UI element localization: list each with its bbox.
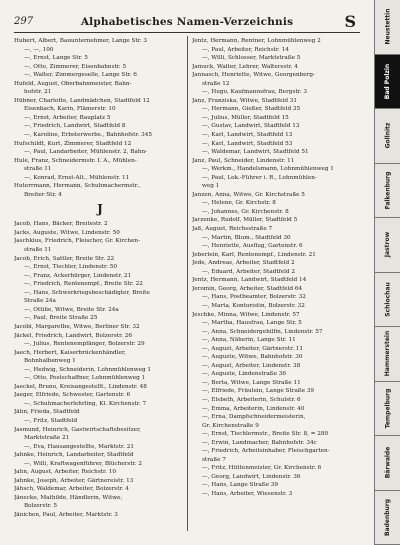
directory-entry: —, Auguste, Lindenstraße 36 — [202, 371, 287, 378]
directory-entry: Janz, Franziska, Witwe, Stadtfeld 31 — [192, 97, 298, 104]
directory-entry: Gr. Kirchenstraße 9 — [202, 422, 259, 429]
directory-entry: —, Franz, Ackerbürger, Lindenstr. 21 — [24, 272, 132, 279]
directory-entry: —, Waldemar, Landwirt, Stadtfeld 51 — [202, 149, 309, 156]
directory-entry: weg 1 — [202, 183, 220, 190]
directory-entry: Jahn, August, Arbeiter, Reichstr. 10 — [14, 469, 116, 476]
directory-entry: —, Karoline, Erbsterwerbs., Bahnhofstr. 345 — [24, 132, 152, 139]
directory-entry: —, Ernst, Tischler, Lindenstr. 50 — [24, 264, 118, 271]
side-tab[interactable] — [375, 109, 400, 164]
directory-entry: —, Karl, Landwirt, Stadtfeld 53 — [202, 140, 293, 147]
directory-entry: —, Erna, Dampfschneidermeisterin, — [202, 414, 306, 421]
directory-entry: —, Willi, Kraftwagenführer, Blücherstr. 2 — [24, 460, 142, 467]
directory-entry: —, August, Arbeiter, Lindenstr. 38 — [202, 362, 301, 369]
directory-entry: Hubert, Albert, Bauunternehmer, Lange Str. 3 — [14, 38, 148, 44]
directory-entry: —, Friedrich, Landwirt, Stadtfeld 8 — [24, 123, 126, 130]
directory-entry: Jeromin, Georg, Arbeiter, Stadtfeld 64 — [192, 285, 303, 292]
directory-entry: —, Ernst, Lange Str. 5 — [24, 55, 88, 62]
directory-entry: —, Hedwig, Schneiderin, Lohnmühlenweg 1 — [24, 366, 152, 373]
directory-entry: Jentz, Hermann, Landwirt, Stadtfeld 14 — [192, 277, 307, 284]
side-tab-label: Schlochau — [384, 282, 392, 317]
directory-entry: —, Werkm., Handelsmann, Lohnmühlenweg 1 — [202, 166, 334, 173]
directory-entry: Jaeger, Elfriede, Schwester, Gartenstr. 6 — [14, 392, 131, 399]
left-column — [14, 37, 186, 520]
directory-entry: Jänichen, Paul, Arbeiter, Marktstr. 3 — [14, 511, 118, 518]
directory-entry: —, Friedrich, Rentenempf., Breite Str. 22 — [24, 281, 143, 288]
directory-entry: —, Fritz, Hüttenmeister, Gr. Kirchenstr. 6 — [202, 465, 322, 472]
side-tab-label: Bad Polzin — [384, 63, 392, 99]
directory-entry: —, Konrad, Ernst-Alt., Mühlenstr. 11 — [24, 174, 130, 181]
directory-entry: Hufschildt, Kurt, Zimmerer, Stadtfeld 12 — [14, 140, 132, 147]
directory-entry: —, Walter, Zimmergeselle, Lange Str. 6 — [24, 72, 137, 79]
side-tab[interactable] — [375, 491, 400, 545]
directory-entry: —, Martha, Hausfrau, Lange Str. 5 — [202, 320, 302, 327]
side-tab-label: Badenburg — [384, 498, 392, 536]
directory-entry: —, Friedrich, Arbeitsinhaber, Fleischgarten- — [202, 448, 330, 455]
directory-entry: Jasmund, Heinrich, Gastwirtschaftsbesitzer, — [14, 426, 141, 433]
side-tab-label: Hammerstein — [384, 331, 392, 377]
side-tab[interactable] — [375, 55, 400, 110]
directory-entry: —, Paul, Arbeiter, Reichstr. 14 — [202, 46, 289, 53]
side-tab[interactable] — [375, 218, 400, 273]
directory-entry: Jahnke, Heinrich, Landarbeiter, Stadtfeld — [14, 452, 134, 459]
directory-entry: Bohnhalbenweg 1 — [24, 358, 76, 365]
directory-entry: —, —, 100 — [24, 46, 54, 53]
directory-entry: —, Eduard, Arbeiter, Stadtfeld 2 — [202, 268, 295, 275]
directory-entry: —, Julius, Müller, Stadtfeld 15 — [202, 114, 289, 121]
directory-entry: Straße 24a — [24, 298, 56, 305]
directory-entry: —, Emma, Arbeiterin, Lindenstr. 40 — [202, 405, 305, 412]
right-column — [192, 37, 364, 499]
side-tab[interactable] — [375, 382, 400, 437]
directory-entry: —, Berta, Witwe, Lange Straße 11 — [202, 379, 301, 386]
side-tab-index — [374, 0, 400, 545]
directory-entry: —, Otto, Zimmerer, Eisenbahnstr. 5 — [24, 63, 127, 70]
directory-entry: —, Schuhmacherlehrling, Kl. Kirchenstr. 7 — [24, 400, 147, 407]
directory-entry: Jaeckel, Bruno, Kreisangestellt., Lindenstr. 48 — [14, 383, 147, 390]
column-divider — [187, 36, 188, 531]
directory-entry: —, Otto, Postschaffner, Lohnmühlenweg 1 — [24, 375, 146, 382]
directory-entry: Jeschke, Minna, Witwe, Lindenstr. 57 — [192, 311, 300, 318]
directory-entry: Jede, Andreas, Arbeiter, Stadtfeld 2 — [192, 260, 295, 267]
directory-entry: Jähn, Frieda, Stadtfeld — [14, 409, 80, 416]
directory-entry: straße 11 — [24, 247, 52, 254]
directory-entry: —, Eva, Hausangestellte, Marktstr. 21 — [24, 443, 134, 450]
side-tab-label: Gollnitz — [384, 122, 392, 149]
directory-entry: straße 7 — [202, 456, 226, 463]
directory-entry: —, Marta, Kontoristin, Bolzerstr. 32 — [202, 302, 305, 309]
directory-entry: —, Johannes, Gr. Kirchenstr. 8 — [202, 208, 289, 215]
directory-entry: —, Hans, Schwerkriegsbeschädigter, Breite — [24, 289, 150, 296]
directory-entry: Eisenbach, Karin, Flämerstr. 10 — [24, 106, 116, 113]
directory-entry: —, Karl, Landwirt, Stadtfeld 13 — [202, 132, 293, 139]
directory-entry: Jeberlein, Karl, Rentenempf., Lindenstr. 21 — [192, 251, 316, 258]
directory-entry: Bolzerstr. 5 — [24, 503, 58, 510]
directory-entry: —, Helene, Gr. Kirchstr. 8 — [202, 200, 276, 207]
directory-entry: Jahnke, Joseph, Arbeiter, Gärtnereistr. 13 — [14, 477, 134, 484]
side-tab-label: Jastrow — [384, 232, 392, 258]
directory-entry: —, Elsbeth, Arbeiterin, Schulstr. 6 — [202, 396, 301, 403]
directory-entry: —, Fritz, Stadtfeld — [24, 417, 78, 424]
directory-entry: Hufeld, August, Oberbahnmeister, Bahn- — [14, 80, 132, 87]
directory-entry: Jäckel, Friedrich, Landwirt, Bolzerstr. 26 — [14, 332, 133, 339]
directory-entry: Jacob, Hans, Bäcker, Breitestr. 2 — [14, 221, 108, 228]
directory-entry: Jaschkius, Friedrich, Fleischer, Gr. Kirchen- — [14, 238, 141, 245]
side-tab-label: Neustettin — [384, 8, 392, 45]
side-tab[interactable] — [375, 0, 400, 55]
directory-entry: —, Hermann, Gießer, Stadtfeld 35 — [202, 106, 301, 113]
directory-entry: —, August, Arbeiter, Gärtnerstr. 11 — [202, 345, 304, 352]
directory-entry: —, Paul, Breite Straße 25 — [24, 315, 98, 322]
directory-entry: —, Hans, Postbeamter, Bolzerstr. 32 — [202, 294, 306, 301]
directory-entry: Jacob, Erich, Sattler, Breite Str. 22 — [14, 255, 115, 262]
directory-entry: straße 11 — [24, 166, 52, 173]
directory-entry: —, Martin, Blum., Stadtfeld 30 — [202, 234, 291, 241]
directory-entry: Jaß, August, Reichsstraße 7 — [192, 226, 273, 233]
side-tab[interactable] — [375, 273, 400, 328]
directory-entry: —, Hans, Arbeiter, Wiesenstr. 3 — [202, 490, 293, 497]
directory-entry: Breiter Str. 4 — [24, 191, 62, 198]
page-header — [14, 12, 360, 33]
directory-entry: —, Anna, Schneidergehilfin, Lindenstr. 57 — [202, 328, 323, 335]
directory-entry: Marktstraße 21 — [24, 435, 70, 442]
directory-entry: —, Ottilie, Witwe, Breite Str. 24a — [24, 306, 119, 313]
directory-entry: —, Hugo, Kaufmannsfrau, Bergstr. 3 — [202, 89, 307, 96]
directory-entry: —, Willi, Schlosser, Marktstraße 5 — [202, 55, 301, 62]
directory-entry: —, Elfriede, Fräulein, Lange Straße 39 — [202, 388, 315, 395]
directory-entry: Jamuck, Walter, Lehrer, Waltersstr. 4 — [192, 63, 298, 70]
directory-entry: —, Gustav, Landwirt, Stadtfeld 13 — [202, 123, 300, 130]
side-tab[interactable] — [375, 164, 400, 219]
side-tab[interactable] — [375, 327, 400, 382]
directory-entry: hofstr. 21 — [24, 89, 52, 96]
directory-entry: Jaech, Herbert, Kaiserbrückenhändler, — [14, 349, 126, 356]
directory-entry: Jacks, Auguste, Witwe, Lindenstr. 50 — [14, 229, 120, 236]
directory-entry: —, Hans, Lange Straße 39 — [202, 482, 278, 489]
directory-entry: straße 12 — [202, 80, 230, 87]
directory-entry: —, Henriette, Ausflug, Gartenstr. 6 — [202, 243, 303, 250]
page-number: 297 — [14, 16, 34, 27]
directory-entry: —, Ernst, Arbeiter, Bauplatz 5 — [24, 114, 111, 121]
directory-entry: —, Georg, Landwirt, Lindenstr. 36 — [202, 473, 301, 480]
directory-entry: Jarzenke, Rudolf, Müller, Stadtfeld 5 — [192, 217, 298, 224]
section-letter: S — [344, 12, 356, 31]
directory-entry: Hule, Franz, Schneidermstr. I. A., Mühlen- — [14, 157, 137, 164]
page-title: Alphabetisches Namen-Verzeichnis — [80, 16, 294, 28]
directory-entry: —, Julius, Rentenempfänger, Bolzerstr. 29 — [24, 341, 145, 348]
directory-entry: —, Paul, Landarbeiter, Mühlenstr. 2, Bahn- — [24, 149, 148, 156]
directory-entry: Janzen, Anna, Witwe, Gr. Kirchstraße 5 — [192, 191, 305, 198]
section-heading: J — [97, 202, 103, 217]
directory-entry: Jänecke, Mathilde, Händlerin, Witwe, — [14, 494, 123, 501]
directory-entry: Jacobi, Margarethe, Witwe, Berliner Str. 32 — [14, 323, 140, 330]
directory-entry: —, Auguste, Witwe, Bahnhofstr. 30 — [202, 354, 303, 361]
side-tab-label: Tempelburg — [384, 388, 392, 429]
directory-entry: Janz, Paul, Schneider, Lindenstr. 11 — [192, 157, 295, 164]
directory-entry: Jentz, Hermann, Rentner, Lohnmühlenweg 2 — [192, 38, 321, 44]
directory-entry: —, Anna, Näherin, Lange Str. 11 — [202, 337, 296, 344]
directory-entry: Huterrmann, Hermann, Schuhmachermstr., — [14, 183, 141, 190]
directory-entry: —, Ernst, Tischlermstr., Breite Str. 8, = 280 — [202, 431, 329, 438]
directory-entry: —, Erwin, Landmacher, Bahnhofstr. 34c — [202, 439, 317, 446]
side-tab-label: Bärwalde — [384, 446, 392, 479]
side-tab[interactable] — [375, 436, 400, 491]
directory-entry: Jannasch, Henriette, Witwe, Georgenberg- — [192, 72, 315, 79]
directory-entry: Jähsch, Waldemar, Arbeiter, Bolzerstr. 4 — [14, 486, 129, 493]
side-tab-label: Falkenburg — [384, 171, 392, 210]
directory-entry: —, Paul, Lok.-Führer i. R., Lohnmühlen- — [202, 174, 317, 181]
directory-entry: Hübner, Charlotte, Landmädchen, Stadtfeld 12 — [14, 97, 150, 104]
